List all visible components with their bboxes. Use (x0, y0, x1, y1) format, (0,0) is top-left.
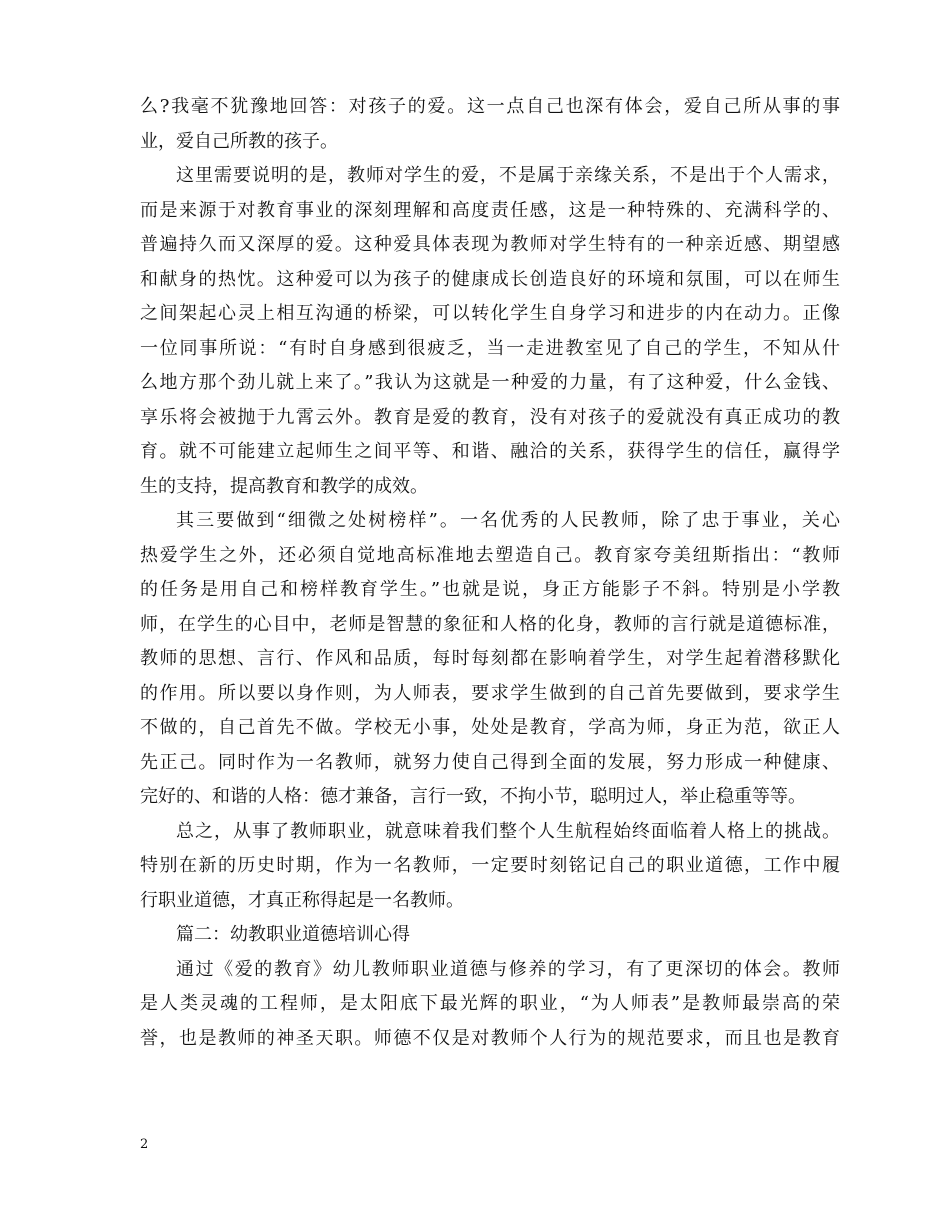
text-line: 一位同事所说：“有时自身感到很疲乏，当一走进教室见了自己的学生，不知从什 (140, 337, 840, 359)
text-line: 育。就不可能建立起师生之间平等、和谐、融洽的关系，获得学生的信任，赢得学 (140, 441, 840, 462)
section-heading: 篇二：幼教职业道德培训心得 (176, 924, 410, 945)
text-line: 不做的，自己首先不做。学校无小事，处处是教育，学高为师，身正为范，欲正人 (140, 717, 840, 738)
text-line: 业，爱自己所教的孩子。 (140, 130, 338, 152)
text-line: 生的支持，提高教育和教学的成效。 (140, 475, 428, 497)
text-line: 而是来源于对教育事业的深刻理解和高度责任感，这是一种特殊的、充满科学的、 (140, 199, 840, 221)
text-line: 是人类灵魂的工程师，是太阳底下最光辉的职业，“为人师表”是教师最崇高的荣 (140, 993, 840, 1014)
page-number: 2 (140, 1137, 149, 1152)
text-line: 先正己。同时作为一名教师，就努力使自己得到全面的发展，努力形成一种健康、 (140, 751, 840, 773)
text-line: 的任务是用自己和榜样教育学生。”也就是说，身正方能影子不斜。特别是小学教 (140, 579, 840, 600)
text-line: 之间架起心灵上相互沟通的桥梁，可以转化学生自身学习和进步的内在动力。正像 (140, 303, 840, 324)
text-line: 誉，也是教师的神圣天职。师德不仅是对教师个人行为的规范要求，而且也是教育 (140, 1027, 840, 1049)
paragraph-start-line: 通过《爱的教育》幼儿教师职业道德与修养的学习，有了更深切的体会。教师 (176, 958, 840, 980)
document-body (140, 90, 840, 1056)
text-line: 热爱学生之外，还必须自觉地高标准地去塑造自己。教育家夸美纽斯指出：“教师 (140, 544, 840, 566)
text-line: 么地方那个劲儿就上来了。”我认为这就是一种爱的力量，有了这种爱，什么金钱、 (140, 372, 840, 393)
text-line: 普遍持久而又深厚的爱。这种爱具体表现为教师对学生特有的一种亲近感、期望感 (140, 234, 840, 255)
text-line: 教师的思想、言行、作风和品质，每时每刻都在影响着学生，对学生起着潜移默化 (140, 648, 840, 669)
text-line: 特别在新的历史时期，作为一名教师，一定要时刻铭记自己的职业道德，工作中履 (140, 855, 840, 876)
paragraph-start-line: 这里需要说明的是，教师对学生的爱，不是属于亲缘关系，不是出于个人需求， (176, 165, 840, 186)
paragraph-start-line: 其三要做到“细微之处树榜样”。一名优秀的人民教师，除了忠于事业，关心 (176, 510, 840, 531)
text-line: 享乐将会被抛于九霄云外。教育是爱的教育，没有对孩子的爱就没有真正成功的教 (140, 406, 840, 428)
text-line: 和献身的热忱。这种爱可以为孩子的健康成长创造良好的环境和氛围，可以在师生 (140, 268, 840, 290)
text-line: 的作用。所以要以身作则，为人师表，要求学生做到的自己首先要做到，要求学生 (140, 682, 840, 704)
text-line: 行职业道德，才真正称得起是一名教师。 (140, 889, 464, 911)
text-line: 师，在学生的心目中，老师是智慧的象征和人格的化身，教师的言行就是道德标准， (140, 613, 840, 635)
text-line: 么?我毫不犹豫地回答：对孩子的爱。这一点自己也深有体会，爱自己所从事的事 (140, 96, 840, 117)
paragraph-start-line: 总之，从事了教师职业，就意味着我们整个人生航程始终面临着人格上的挑战。 (176, 820, 840, 842)
text-line: 完好的、和谐的人格：德才兼备，言行一致，不拘小节，聪明过人，举止稳重等等。 (140, 786, 806, 807)
